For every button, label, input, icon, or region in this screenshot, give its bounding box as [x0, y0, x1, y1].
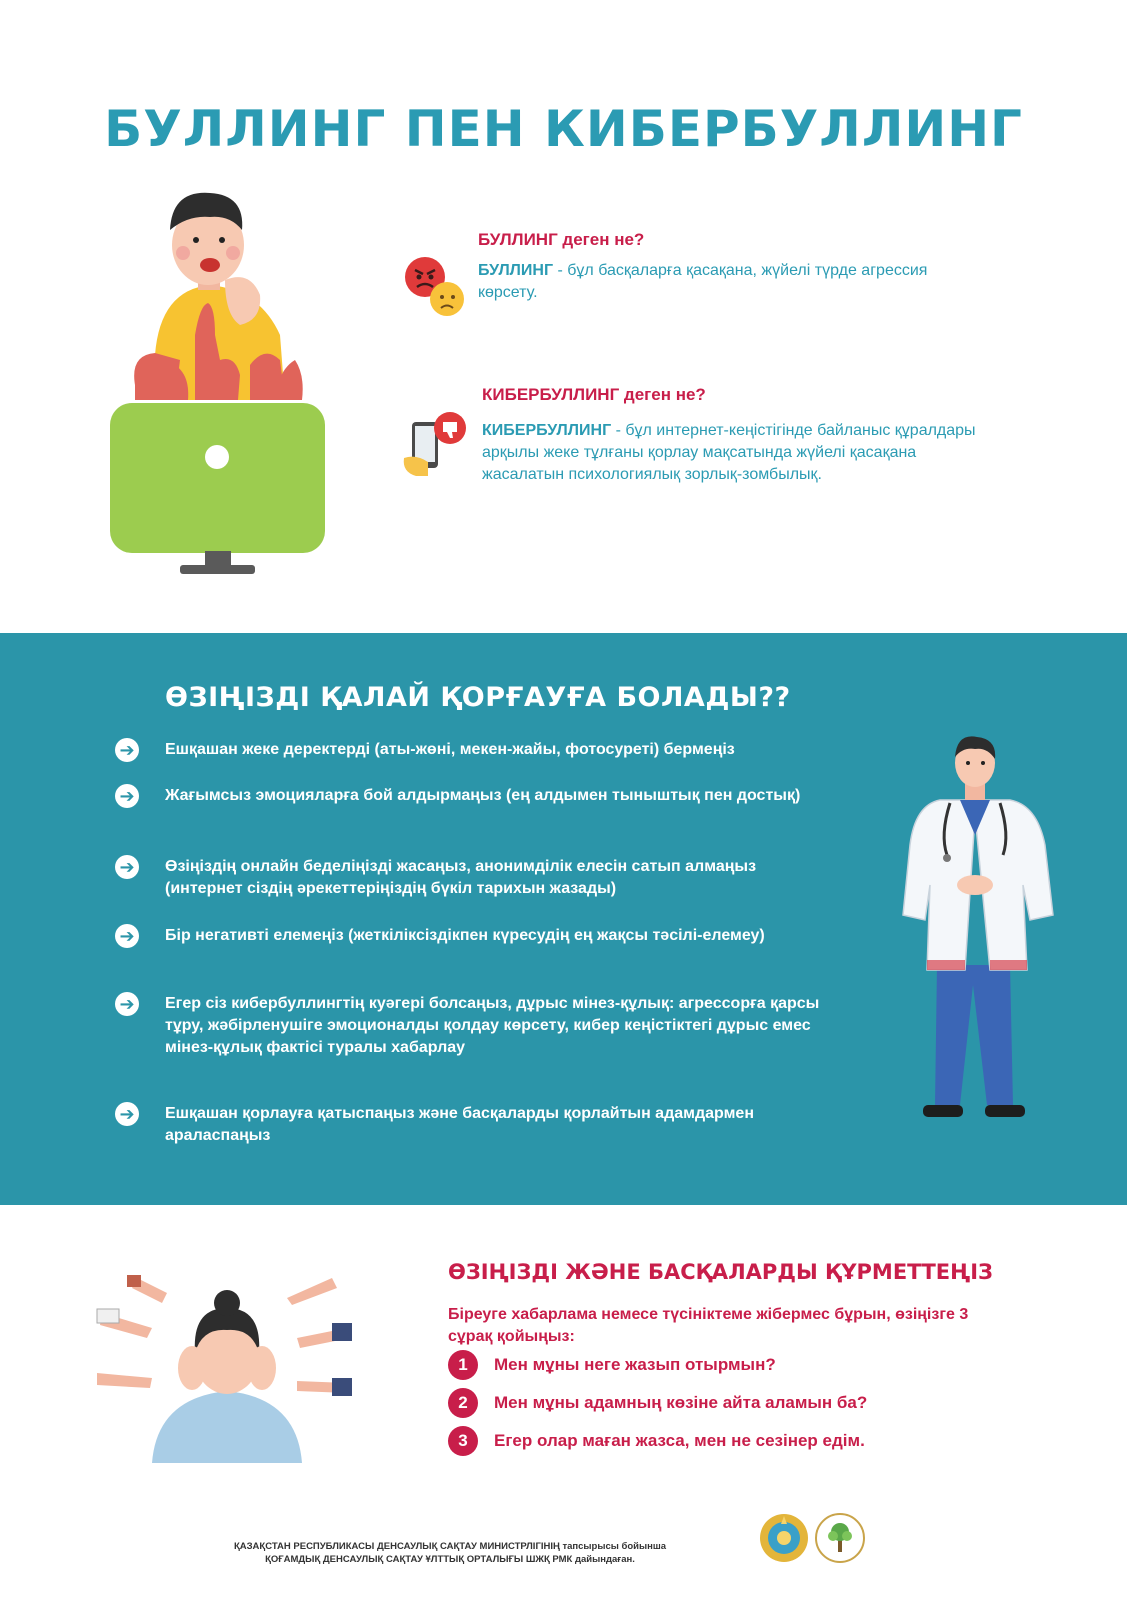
tip-item — [115, 856, 835, 900]
footer-line-2: ҚОҒАМДЫҚ ДЕНСАУЛЫҚ САҚТАУ ҰЛТТЫҚ ОРТАЛЫҒЫ ШЖҚ РМК дайындаған. — [265, 1554, 635, 1565]
bullying-definition-text: - бұл басқаларға қасақана, жүйелі түрде агрессия көрсету. — [478, 262, 928, 301]
arrow-right-icon: ➔ — [115, 924, 139, 948]
question-text: Мен мұны неге жазып отырмын? — [494, 1355, 776, 1374]
question-number-badge: 1 — [448, 1350, 478, 1380]
tip-item — [115, 1103, 835, 1147]
question-number-badge: 3 — [448, 1426, 478, 1456]
tip-text: Ешқашан жеке деректерді (аты-жөні, мекен-жайы, фотосуреті) бермеңіз — [165, 741, 735, 758]
tip-text: Бір негативті елемеңіз (жеткіліксіздікпен күресудің ең жақсы тәсілі-елемеу) — [165, 927, 765, 944]
bullying-term: БУЛЛИНГ — [478, 262, 554, 279]
cyberbullying-question: КИБЕРБУЛЛИНГ деген не? — [482, 385, 706, 404]
cyberbullying-term: КИБЕРБУЛЛИНГ — [482, 422, 612, 439]
tip-item — [115, 739, 835, 761]
question-number-badge: 2 — [448, 1388, 478, 1418]
arrow-right-icon: ➔ — [115, 855, 139, 879]
respect-intro: Біреуге хабарлама немесе түсініктеме жібермес бұрын, өзіңізге 3 сұрақ қойыңыз: — [448, 1306, 969, 1345]
footer-credits — [150, 1540, 750, 1566]
tip-text: Жағымсыз эмоцияларға бой алдырмаңыз (ең алдымен тыныштық пен достық) — [165, 787, 801, 804]
angry-sad-emoji-icon — [403, 255, 465, 317]
respect-title: ӨЗІҢІЗДІ ЖӘНЕ БАСҚАЛАРДЫ ҚҰРМЕТТЕҢІЗ — [448, 1260, 993, 1284]
cyberbullying-definition — [482, 420, 997, 486]
question-text: Егер олар маған жазса, мен не сезінер едім. — [494, 1431, 865, 1450]
protection-tips-title: ӨЗІҢІЗДІ ҚАЛАЙ ҚОРҒАУҒА БОЛАДЫ?? — [165, 682, 791, 713]
arrow-right-icon: ➔ — [115, 784, 139, 808]
question-item — [448, 1388, 1008, 1418]
bullying-question: БУЛЛИНГ деген не? — [478, 230, 645, 249]
page-title: БУЛЛИНГ ПЕН КИБЕРБУЛЛИНГ — [104, 100, 1023, 158]
health-center-logo-icon — [814, 1512, 866, 1564]
arrow-right-icon: ➔ — [115, 738, 139, 762]
tip-item — [115, 785, 835, 807]
arrow-right-icon: ➔ — [115, 1102, 139, 1126]
question-item — [448, 1350, 1008, 1380]
bullied-boy-illustration — [100, 185, 340, 590]
phone-dislike-icon — [402, 410, 468, 480]
doctor-illustration — [895, 735, 1065, 1145]
arrow-right-icon: ➔ — [115, 992, 139, 1016]
footer-line-1: ҚАЗАҚСТАН РЕСПУБЛИКАСЫ ДЕНСАУЛЫҚ САҚТАУ МИНИСТРЛІГІНІҢ тапсырысы бойынша — [233, 1541, 667, 1552]
stressed-woman-illustration — [92, 1273, 362, 1463]
question-text: Мен мұны адамның көзіне айта аламын ба? — [494, 1393, 868, 1412]
tip-item — [115, 925, 835, 947]
tip-text: Өзіңіздің онлайн беделіңізді жасаңыз, анонимділік елесін сатып алмаңыз (интернет сіздің әрекеттеріңіздің бүкіл тарихын жазады) — [165, 858, 757, 897]
state-emblem-icon — [758, 1512, 810, 1564]
tip-item — [115, 993, 835, 1059]
cyberbullying-definition-text: - бұл интернет-кеңістігінде байланыс құралдары арқылы жеке тұлғаны қорлау мақсатында жүйелі қасақана жасалатын психологиялық зорлық-зомбылық. — [482, 422, 976, 483]
bullying-definition — [478, 260, 988, 304]
tip-text: Егер сіз кибербуллингтің куәгері болсаңыз, дұрыс мінез-құлық: агрессорға қарсы тұру, жәбірленушіге эмоционалды қолдау көрсету, кибер кеңістіктегі дұрыс емес мінез-құлық фактісі туралы хабарлау — [165, 995, 820, 1056]
tip-text: Ешқашан қорлауға қатыспаңыз және басқаларды қорлайтын адамдармен араласпаңыз — [165, 1105, 754, 1144]
question-item — [448, 1426, 1008, 1456]
